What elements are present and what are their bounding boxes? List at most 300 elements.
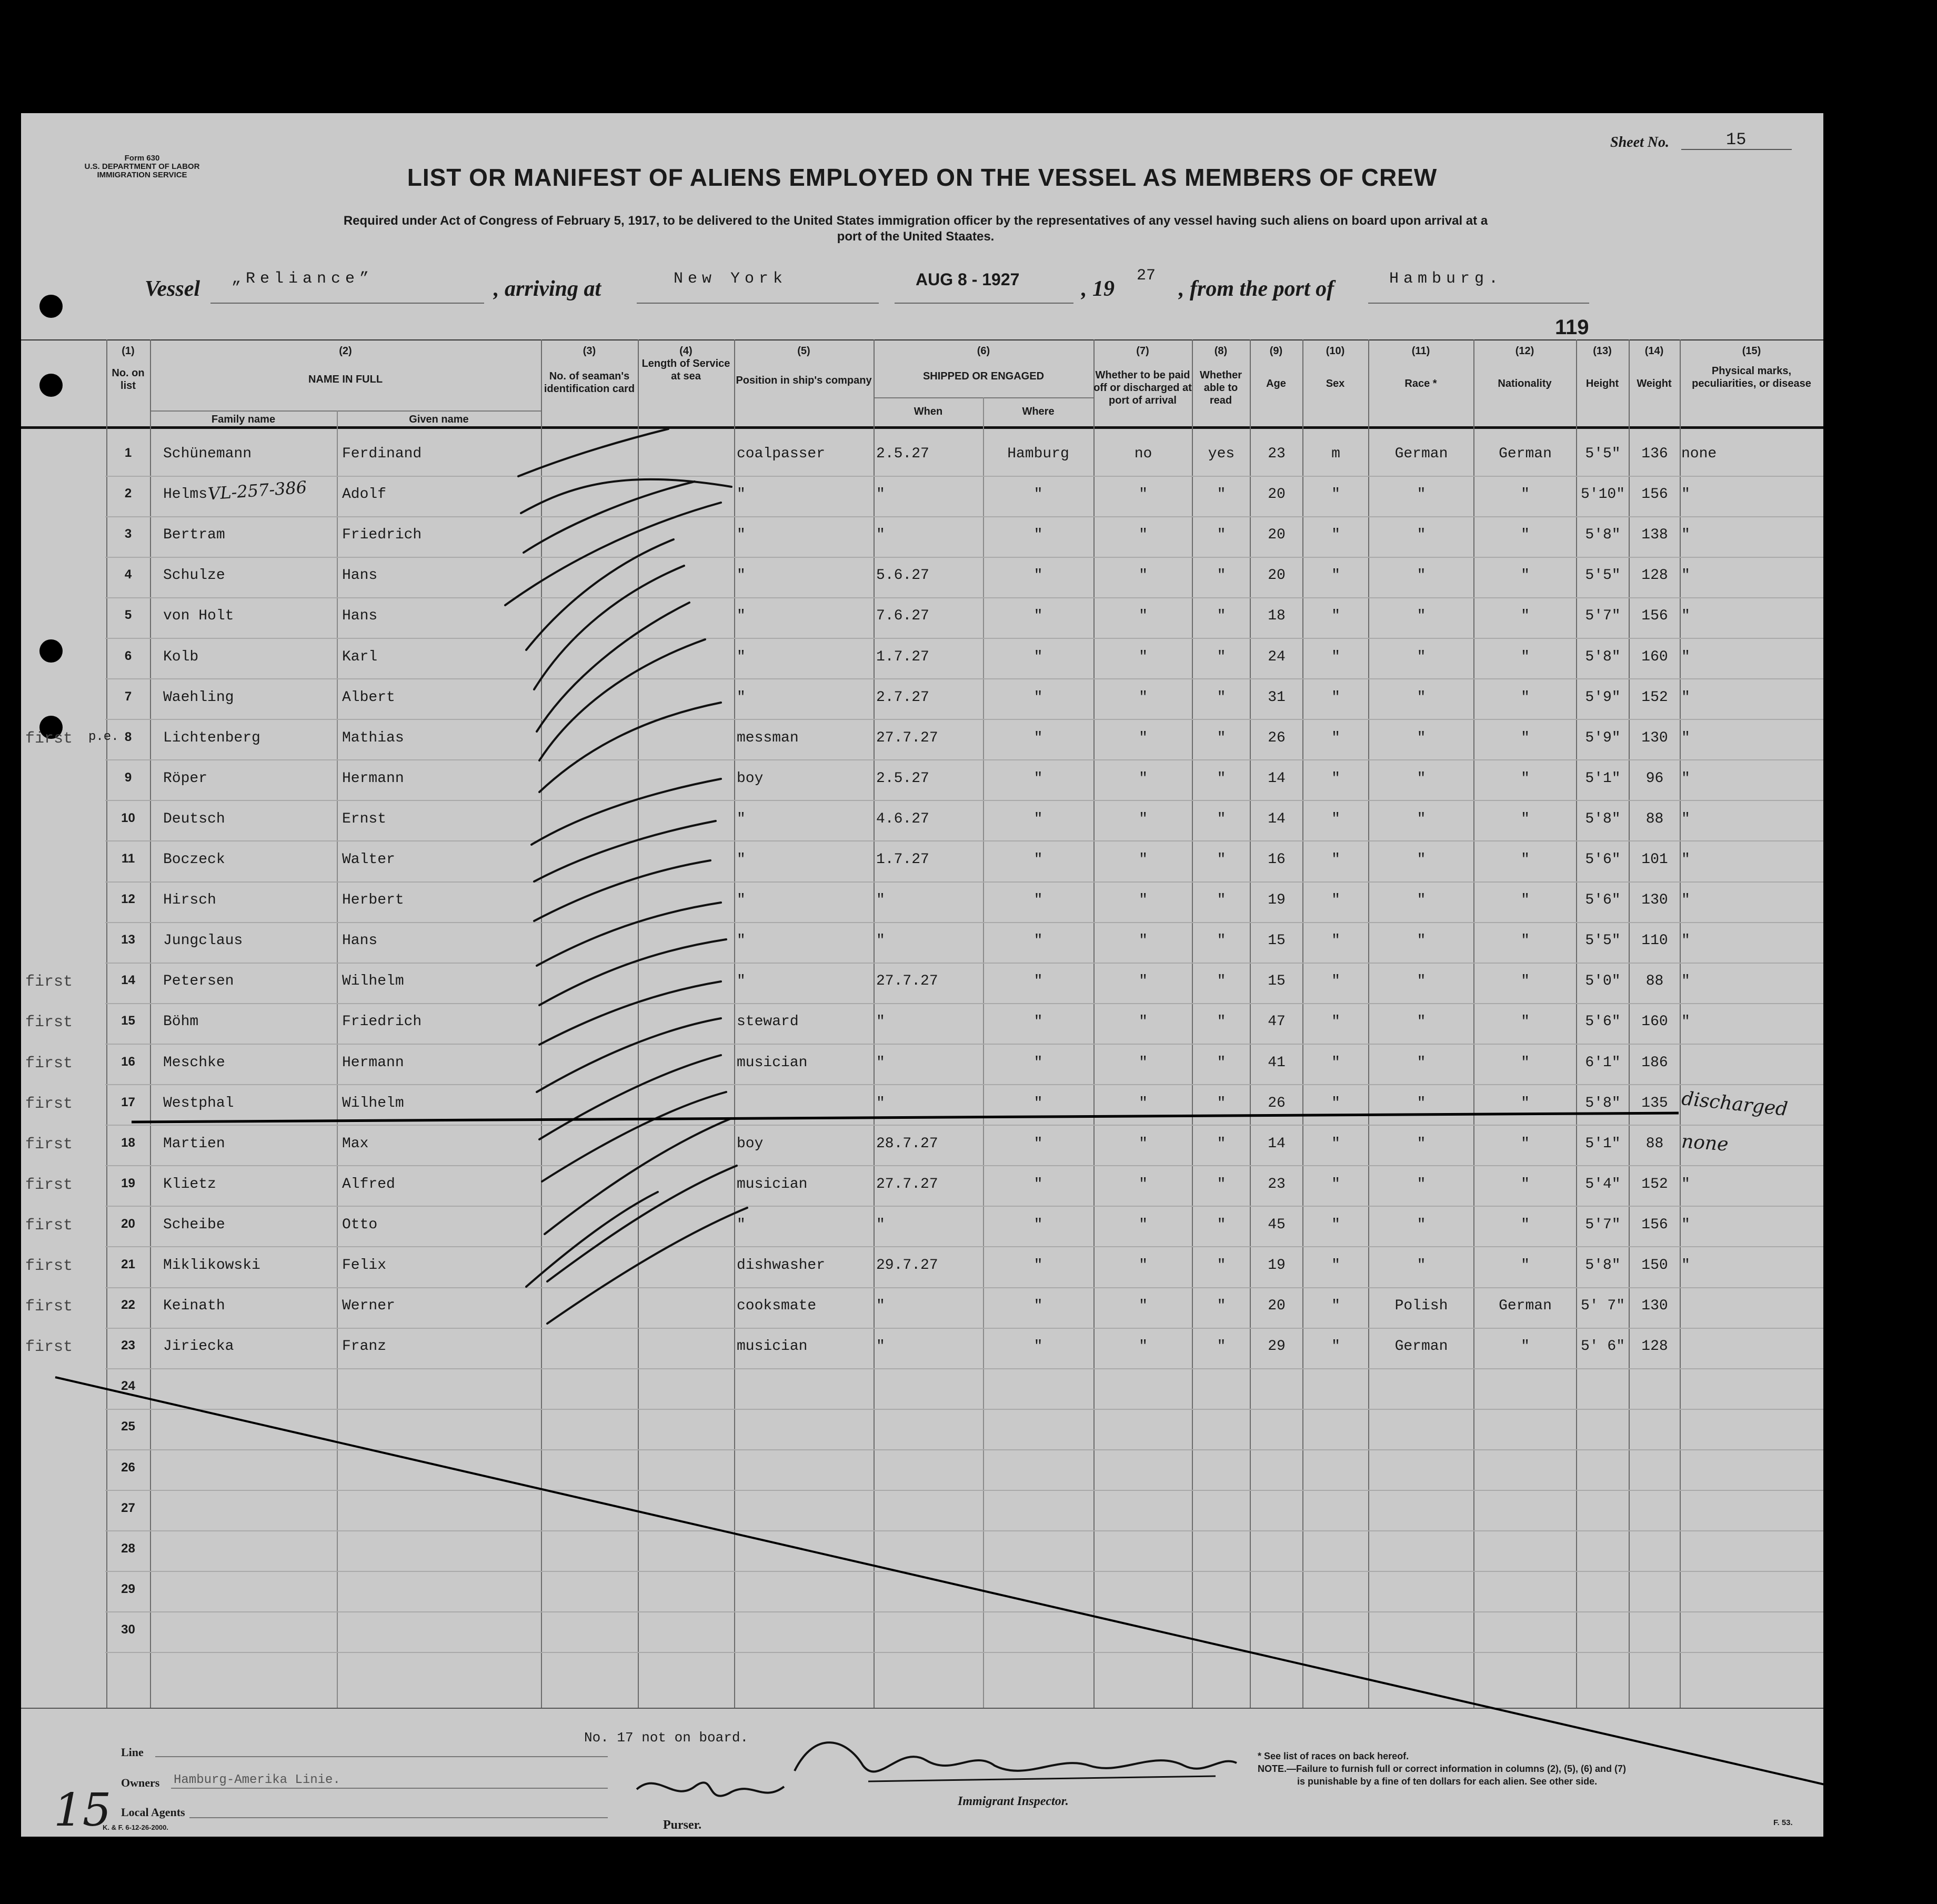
cell-given-name: Wilhelm	[342, 973, 404, 990]
cell-nationality: "	[1521, 810, 1530, 827]
cell-where: "	[1033, 770, 1043, 787]
page-number: 119	[1555, 316, 1589, 339]
cell-where: "	[1033, 1216, 1043, 1233]
cell-where: "	[1033, 1298, 1043, 1315]
cell-weight: 152	[1641, 689, 1668, 706]
cell-physical-marks: "	[1681, 608, 1690, 625]
cell-given-name: Hermann	[342, 1054, 404, 1071]
cell-position: "	[737, 973, 746, 990]
cell-no: 22	[121, 1298, 135, 1312]
cell-race: "	[1417, 1095, 1426, 1111]
note-line-1: NOTE.—Failure to furnish full or correct information in columns (2), (5), (6) and (7)	[1258, 1763, 1627, 1774]
cell-family-name: Meschke	[163, 1054, 225, 1071]
cell-position: musician	[737, 1054, 808, 1071]
col-number: (14)	[1644, 345, 1664, 357]
cell-when: 2.7.27	[876, 689, 929, 706]
cell-physical-marks: "	[1681, 1014, 1690, 1030]
col-number: (12)	[1515, 345, 1534, 357]
cell-nationality: "	[1521, 892, 1530, 909]
cell-weight: 130	[1641, 1298, 1668, 1315]
cell-where: "	[1033, 1095, 1043, 1111]
cell-able-to-read: "	[1217, 1257, 1226, 1274]
cell-nationality: "	[1521, 608, 1530, 625]
col-header-when: When	[914, 406, 943, 417]
department-name: U.S. DEPARTMENT OF LABOR	[84, 162, 200, 171]
footer-notes	[1258, 1750, 1626, 1788]
cell-nationality: German	[1499, 1298, 1552, 1315]
cell-paid-off: "	[1139, 1176, 1148, 1192]
cell-when: "	[876, 527, 885, 544]
cell-when: 1.7.27	[876, 851, 929, 868]
cell-family-name: Hirsch	[163, 892, 216, 909]
cell-given-name: Wilhelm	[342, 1095, 404, 1111]
cell-able-to-read: "	[1217, 689, 1226, 706]
id-card-check-strokes	[505, 429, 747, 1324]
cell-where: "	[1033, 892, 1043, 909]
cell-given-name: Ernst	[342, 810, 387, 827]
cell-sex: "	[1331, 1054, 1340, 1071]
cell-nationality: "	[1521, 1054, 1530, 1071]
cell-position: cooksmate	[737, 1298, 817, 1315]
col-label: No. of seaman's identification card	[544, 370, 635, 395]
cell-able-to-read: "	[1217, 608, 1226, 625]
check-stroke	[547, 1208, 747, 1324]
cell-weight: 101	[1641, 851, 1668, 868]
cell-able-to-read: "	[1217, 892, 1226, 909]
cell-sex: "	[1331, 689, 1340, 706]
cell-able-to-read: "	[1217, 1298, 1226, 1315]
cell-height: 5'9"	[1585, 689, 1621, 706]
cell-able-to-read: "	[1217, 973, 1226, 990]
cell-race: "	[1417, 689, 1426, 706]
margin-note: first	[25, 1298, 73, 1316]
cell-age: 20	[1268, 567, 1286, 584]
col-label: Nationality	[1498, 378, 1552, 389]
cell-nationality: "	[1521, 729, 1530, 746]
cell-able-to-read: "	[1217, 1216, 1226, 1233]
check-stroke	[534, 566, 684, 689]
cell-position: dishwasher	[737, 1257, 826, 1274]
cell-height: 5'6"	[1585, 1014, 1621, 1030]
cell-physical-marks: "	[1681, 1176, 1690, 1192]
cell-when: 1.7.27	[876, 648, 929, 665]
cell-height: 5'8"	[1585, 810, 1621, 827]
col-number: (4)	[679, 345, 692, 357]
cell-where: "	[1033, 933, 1043, 949]
cell-no: 10	[121, 810, 135, 825]
corner-page-number: 15	[54, 1784, 112, 1837]
cell-given-name: Hans	[342, 933, 378, 949]
cell-race: "	[1417, 648, 1426, 665]
cell-given-name: Ferdinand	[342, 446, 422, 462]
cell-nationality: "	[1521, 1095, 1530, 1111]
col-number: (9)	[1269, 345, 1283, 357]
cell-no: 9	[124, 770, 132, 785]
cell-no: 27	[121, 1500, 135, 1515]
margin-note: first	[25, 729, 73, 748]
cell-no: 6	[124, 648, 132, 663]
cell-position: "	[737, 648, 746, 665]
cell-family-name: Schulze	[163, 567, 225, 584]
cell-sex: "	[1331, 892, 1340, 909]
cell-when: 5.6.27	[876, 567, 929, 584]
cell-height: 5'8"	[1585, 1095, 1621, 1111]
check-stroke	[537, 1018, 721, 1092]
cell-height: 5'8"	[1585, 527, 1621, 544]
year-value: 27	[1137, 267, 1156, 285]
cell-race: "	[1417, 567, 1426, 584]
cell-no: 30	[121, 1622, 135, 1637]
col-label: Whether able to read	[1200, 369, 1242, 406]
cell-age: 23	[1268, 446, 1286, 462]
check-stroke	[537, 903, 721, 966]
cell-no: 13	[121, 933, 135, 947]
cell-family-name: Helms	[163, 486, 208, 503]
cell-where: "	[1033, 608, 1043, 625]
cell-physical-marks: "	[1681, 973, 1690, 990]
cell-paid-off: "	[1139, 892, 1148, 909]
cell-sex: "	[1331, 486, 1340, 503]
cell-sex: "	[1331, 933, 1340, 949]
cell-age: 19	[1268, 1257, 1286, 1274]
cell-physical-marks: "	[1681, 1216, 1690, 1233]
cell-when: "	[876, 486, 885, 503]
cell-height: 5'7"	[1585, 608, 1621, 625]
cell-paid-off: "	[1139, 689, 1148, 706]
cell-given-name: Otto	[342, 1216, 378, 1233]
cell-height: 5'5"	[1585, 567, 1621, 584]
strike-out-row-17	[132, 1113, 1679, 1122]
cell-height: 5'1"	[1585, 1135, 1621, 1152]
cell-sex: "	[1331, 1338, 1340, 1355]
cell-position: coalpasser	[737, 446, 826, 462]
cell-height: 5'0"	[1585, 973, 1621, 990]
cell-where: "	[1033, 1257, 1043, 1274]
cell-position: "	[737, 851, 746, 868]
cell-race: "	[1417, 851, 1426, 868]
margin-note: first	[25, 1014, 73, 1032]
cell-nationality: "	[1521, 851, 1530, 868]
cell-able-to-read: "	[1217, 648, 1226, 665]
check-stroke	[526, 539, 674, 650]
check-stroke	[545, 1118, 731, 1234]
check-stroke	[505, 503, 721, 605]
cell-race: German	[1394, 446, 1448, 462]
purser-signature	[637, 1782, 784, 1796]
col-label: SHIPPED OR ENGAGED	[922, 370, 1045, 382]
cell-where: "	[1033, 567, 1043, 584]
cell-no: 20	[121, 1216, 135, 1231]
cell-no: 21	[121, 1257, 135, 1271]
cell-position: boy	[737, 1135, 764, 1152]
cell-able-to-read: "	[1217, 729, 1226, 746]
cell-race: "	[1417, 1176, 1426, 1192]
cell-position: "	[737, 933, 746, 949]
cell-no: 14	[121, 973, 135, 988]
check-stroke	[539, 1055, 721, 1139]
sheet-no-value: 15	[1726, 130, 1747, 149]
purser-label: Purser.	[663, 1818, 702, 1832]
cell-nationality: German	[1499, 446, 1552, 462]
cell-given-name: Adolf	[342, 486, 387, 503]
cell-no: 1	[124, 446, 132, 460]
cell-physical-marks: none	[1680, 1130, 1729, 1156]
cell-no: 3	[124, 527, 132, 542]
cell-given-name: Werner	[342, 1298, 395, 1315]
form-code: F. 53.	[1773, 1818, 1793, 1827]
cell-given-name: Hermann	[342, 770, 404, 787]
cell-family-name: Jungclaus	[163, 933, 243, 949]
cell-family-name: Miklikowski	[163, 1257, 260, 1274]
arriving-label: , arriving at	[494, 277, 601, 301]
cell-sex: "	[1331, 1095, 1340, 1111]
col-label: No. on list	[112, 367, 145, 392]
cell-physical-marks: "	[1681, 851, 1690, 868]
cell-weight: 110	[1641, 933, 1668, 949]
col-number: (1)	[122, 345, 135, 357]
cell-no: 8	[124, 729, 132, 744]
cell-age: 14	[1268, 1135, 1286, 1152]
cell-family-name: Kolb	[163, 648, 199, 665]
cell-physical-marks: "	[1681, 892, 1690, 909]
margin-note: first	[25, 1257, 73, 1275]
cell-where: "	[1033, 1054, 1043, 1071]
cell-family-name: Schünemann	[163, 446, 252, 462]
cell-position: musician	[737, 1338, 808, 1355]
cell-age: 20	[1268, 1298, 1286, 1315]
cell-no: 4	[124, 567, 132, 582]
cell-able-to-read: "	[1217, 770, 1226, 787]
col-number: (3)	[583, 345, 596, 357]
cell-where: "	[1033, 527, 1043, 544]
cell-race: "	[1417, 933, 1426, 949]
cell-height: 5'8"	[1585, 648, 1621, 665]
cell-given-name: Friedrich	[342, 1014, 422, 1030]
check-stroke	[539, 639, 705, 760]
cell-position: "	[737, 527, 746, 544]
cell-weight: 186	[1641, 1054, 1668, 1071]
local-agents-label: Local Agents	[121, 1806, 185, 1819]
cell-age: 26	[1268, 729, 1286, 746]
cell-paid-off: "	[1139, 1054, 1148, 1071]
cell-nationality: "	[1521, 770, 1530, 787]
cell-height: 5'9"	[1585, 729, 1621, 746]
cell-height: 5'6"	[1585, 892, 1621, 909]
cell-race: "	[1417, 770, 1426, 787]
cell-sex: "	[1331, 973, 1340, 990]
col-number: (13)	[1593, 345, 1612, 357]
cell-age: 18	[1268, 608, 1286, 625]
cell-able-to-read: "	[1217, 486, 1226, 503]
cell-sex: "	[1331, 608, 1340, 625]
cell-sex: "	[1331, 851, 1340, 868]
cell-weight: 88	[1645, 810, 1664, 827]
cell-height: 5'7"	[1585, 1216, 1621, 1233]
cell-paid-off: "	[1139, 648, 1148, 665]
cell-family-name: Deutsch	[163, 810, 225, 827]
cell-no: 2	[124, 486, 132, 501]
cell-able-to-read: "	[1217, 1014, 1226, 1030]
cell-weight: 135	[1641, 1095, 1668, 1111]
cell-nationality: "	[1521, 648, 1530, 665]
check-stroke	[518, 429, 668, 476]
cell-able-to-read: "	[1217, 851, 1226, 868]
cell-no: 23	[121, 1338, 135, 1353]
cell-where: "	[1033, 973, 1043, 990]
margin-note: first	[25, 1176, 73, 1194]
signature-underline	[868, 1776, 1216, 1781]
col-number: (6)	[977, 345, 990, 357]
cell-physical-marks: "	[1681, 486, 1690, 503]
cell-family-name: Röper	[163, 770, 208, 787]
cell-paid-off: "	[1139, 851, 1148, 868]
check-stroke	[534, 821, 716, 881]
cell-sex: "	[1331, 810, 1340, 827]
cell-height: 5'6"	[1585, 851, 1621, 868]
cell-paid-off: "	[1139, 608, 1148, 625]
cell-family-name: Jiriecka	[163, 1338, 234, 1355]
cell-age: 31	[1268, 689, 1286, 706]
subtitle-line-1: Required under Act of Congress of February 5, 1917, to be delivered to the United States immigration officer by the representatives of any vessel having such aliens on board upon arrival at a	[343, 214, 1488, 228]
cell-weight: 130	[1641, 729, 1668, 746]
cell-paid-off: "	[1139, 1298, 1148, 1315]
cell-no: 24	[121, 1379, 135, 1394]
cell-age: 20	[1268, 527, 1286, 544]
cell-where: "	[1033, 810, 1043, 827]
cell-family-name: Scheibe	[163, 1216, 225, 1233]
not-on-board-note: No. 17 not on board.	[584, 1730, 749, 1746]
cell-given-name: Felix	[342, 1257, 387, 1274]
race-note: * See list of races on back hereof.	[1258, 1751, 1409, 1761]
cell-race: Polish	[1394, 1298, 1448, 1315]
form-number: Form 630	[124, 154, 160, 163]
cell-where: "	[1033, 851, 1043, 868]
cell-when: 2.5.27	[876, 770, 929, 787]
cell-weight: 128	[1641, 567, 1668, 584]
cell-age: 45	[1268, 1216, 1286, 1233]
arrival-port: New York	[674, 270, 788, 288]
cell-race: "	[1417, 892, 1426, 909]
cell-when: "	[876, 892, 885, 909]
cell-family-name: Boczeck	[163, 851, 225, 868]
cell-position: "	[737, 567, 746, 584]
cell-family-name: Böhm	[163, 1014, 199, 1030]
cell-race: "	[1417, 1054, 1426, 1071]
col-label: Position in ship's company	[736, 375, 872, 386]
service-name: IMMIGRATION SERVICE	[97, 171, 187, 179]
cell-sex: "	[1331, 1176, 1340, 1192]
col-number: (10)	[1326, 345, 1345, 357]
cell-sex: "	[1331, 1298, 1340, 1315]
col-label: Physical marks, peculiarities, or disease	[1692, 365, 1811, 389]
cell-age: 29	[1268, 1338, 1286, 1355]
cell-paid-off: "	[1139, 1257, 1148, 1274]
cell-sex: "	[1331, 770, 1340, 787]
cell-race: "	[1417, 486, 1426, 503]
cell-physical-marks: "	[1681, 527, 1690, 544]
cell-position: boy	[737, 770, 764, 787]
cell-paid-off: "	[1139, 1216, 1148, 1233]
cell-given-name: Friedrich	[342, 527, 422, 544]
cell-weight: 136	[1641, 446, 1668, 462]
cell-sex: "	[1331, 1014, 1340, 1030]
cell-no: 28	[121, 1541, 135, 1556]
cell-no: 25	[121, 1419, 135, 1434]
cell-able-to-read: "	[1217, 1054, 1226, 1071]
cell-paid-off: "	[1139, 1095, 1148, 1111]
cell-sex: m	[1331, 446, 1340, 462]
cell-race: "	[1417, 1014, 1426, 1030]
cell-where: "	[1033, 1338, 1043, 1355]
cell-when: 28.7.27	[876, 1135, 938, 1152]
line-underline	[155, 1756, 608, 1757]
cell-no: 18	[121, 1135, 135, 1150]
cell-able-to-read: "	[1217, 1135, 1226, 1152]
cell-paid-off: "	[1139, 1338, 1148, 1355]
cell-nationality: "	[1521, 1176, 1530, 1192]
cell-given-name: Alfred	[342, 1176, 395, 1192]
cell-given-name: Max	[342, 1135, 369, 1152]
cell-age: 19	[1268, 892, 1286, 909]
cell-family-name: Westphal	[163, 1095, 234, 1111]
cell-physical-marks: "	[1681, 810, 1690, 827]
cell-physical-marks: discharged	[1680, 1087, 1789, 1120]
margin-note: first	[25, 1095, 73, 1113]
cell-where: "	[1033, 648, 1043, 665]
cell-nationality: "	[1521, 1135, 1530, 1152]
cell-nationality: "	[1521, 973, 1530, 990]
col-label: Length of Service at sea	[641, 358, 730, 382]
manifest-sheet	[21, 113, 1823, 1837]
check-stroke	[539, 703, 721, 792]
cell-age: 26	[1268, 1095, 1286, 1111]
cell-age: 15	[1268, 973, 1286, 990]
cell-race: "	[1417, 1216, 1426, 1233]
cell-sex: "	[1331, 729, 1340, 746]
cell-race: German	[1394, 1338, 1448, 1355]
cell-race: "	[1417, 729, 1426, 746]
cell-height: 5'5"	[1585, 933, 1621, 949]
cell-nationality: "	[1521, 933, 1530, 949]
col-label: Height	[1585, 378, 1619, 389]
margin-note: first	[25, 1135, 73, 1154]
cell-age: 16	[1268, 851, 1286, 868]
date-stamp: AUG 8 - 1927	[916, 270, 1020, 289]
col-number: (11)	[1411, 345, 1430, 357]
cell-height: 5'5"	[1585, 446, 1621, 462]
cell-height: 5'10"	[1580, 486, 1625, 503]
cell-sex: "	[1331, 1257, 1340, 1274]
cell-given-name: Hans	[342, 608, 378, 625]
cell-no: 17	[121, 1095, 135, 1109]
cell-paid-off: "	[1139, 1014, 1148, 1030]
cell-nationality: "	[1521, 689, 1530, 706]
check-stroke	[547, 1166, 737, 1281]
cell-when: "	[876, 1054, 885, 1071]
cell-paid-off: "	[1139, 810, 1148, 827]
cell-weight: 130	[1641, 892, 1668, 909]
vl-number-annotation: VL-257-386	[207, 477, 308, 504]
cell-when: 29.7.27	[876, 1257, 938, 1274]
cell-where: "	[1033, 729, 1043, 746]
cell-family-name: Bertram	[163, 527, 225, 544]
cell-paid-off: "	[1139, 486, 1148, 503]
cell-height: 5' 7"	[1580, 1298, 1625, 1315]
cell-position: "	[737, 608, 746, 625]
cell-where: "	[1033, 1014, 1043, 1030]
cell-race: "	[1417, 608, 1426, 625]
cell-age: 23	[1268, 1176, 1286, 1192]
